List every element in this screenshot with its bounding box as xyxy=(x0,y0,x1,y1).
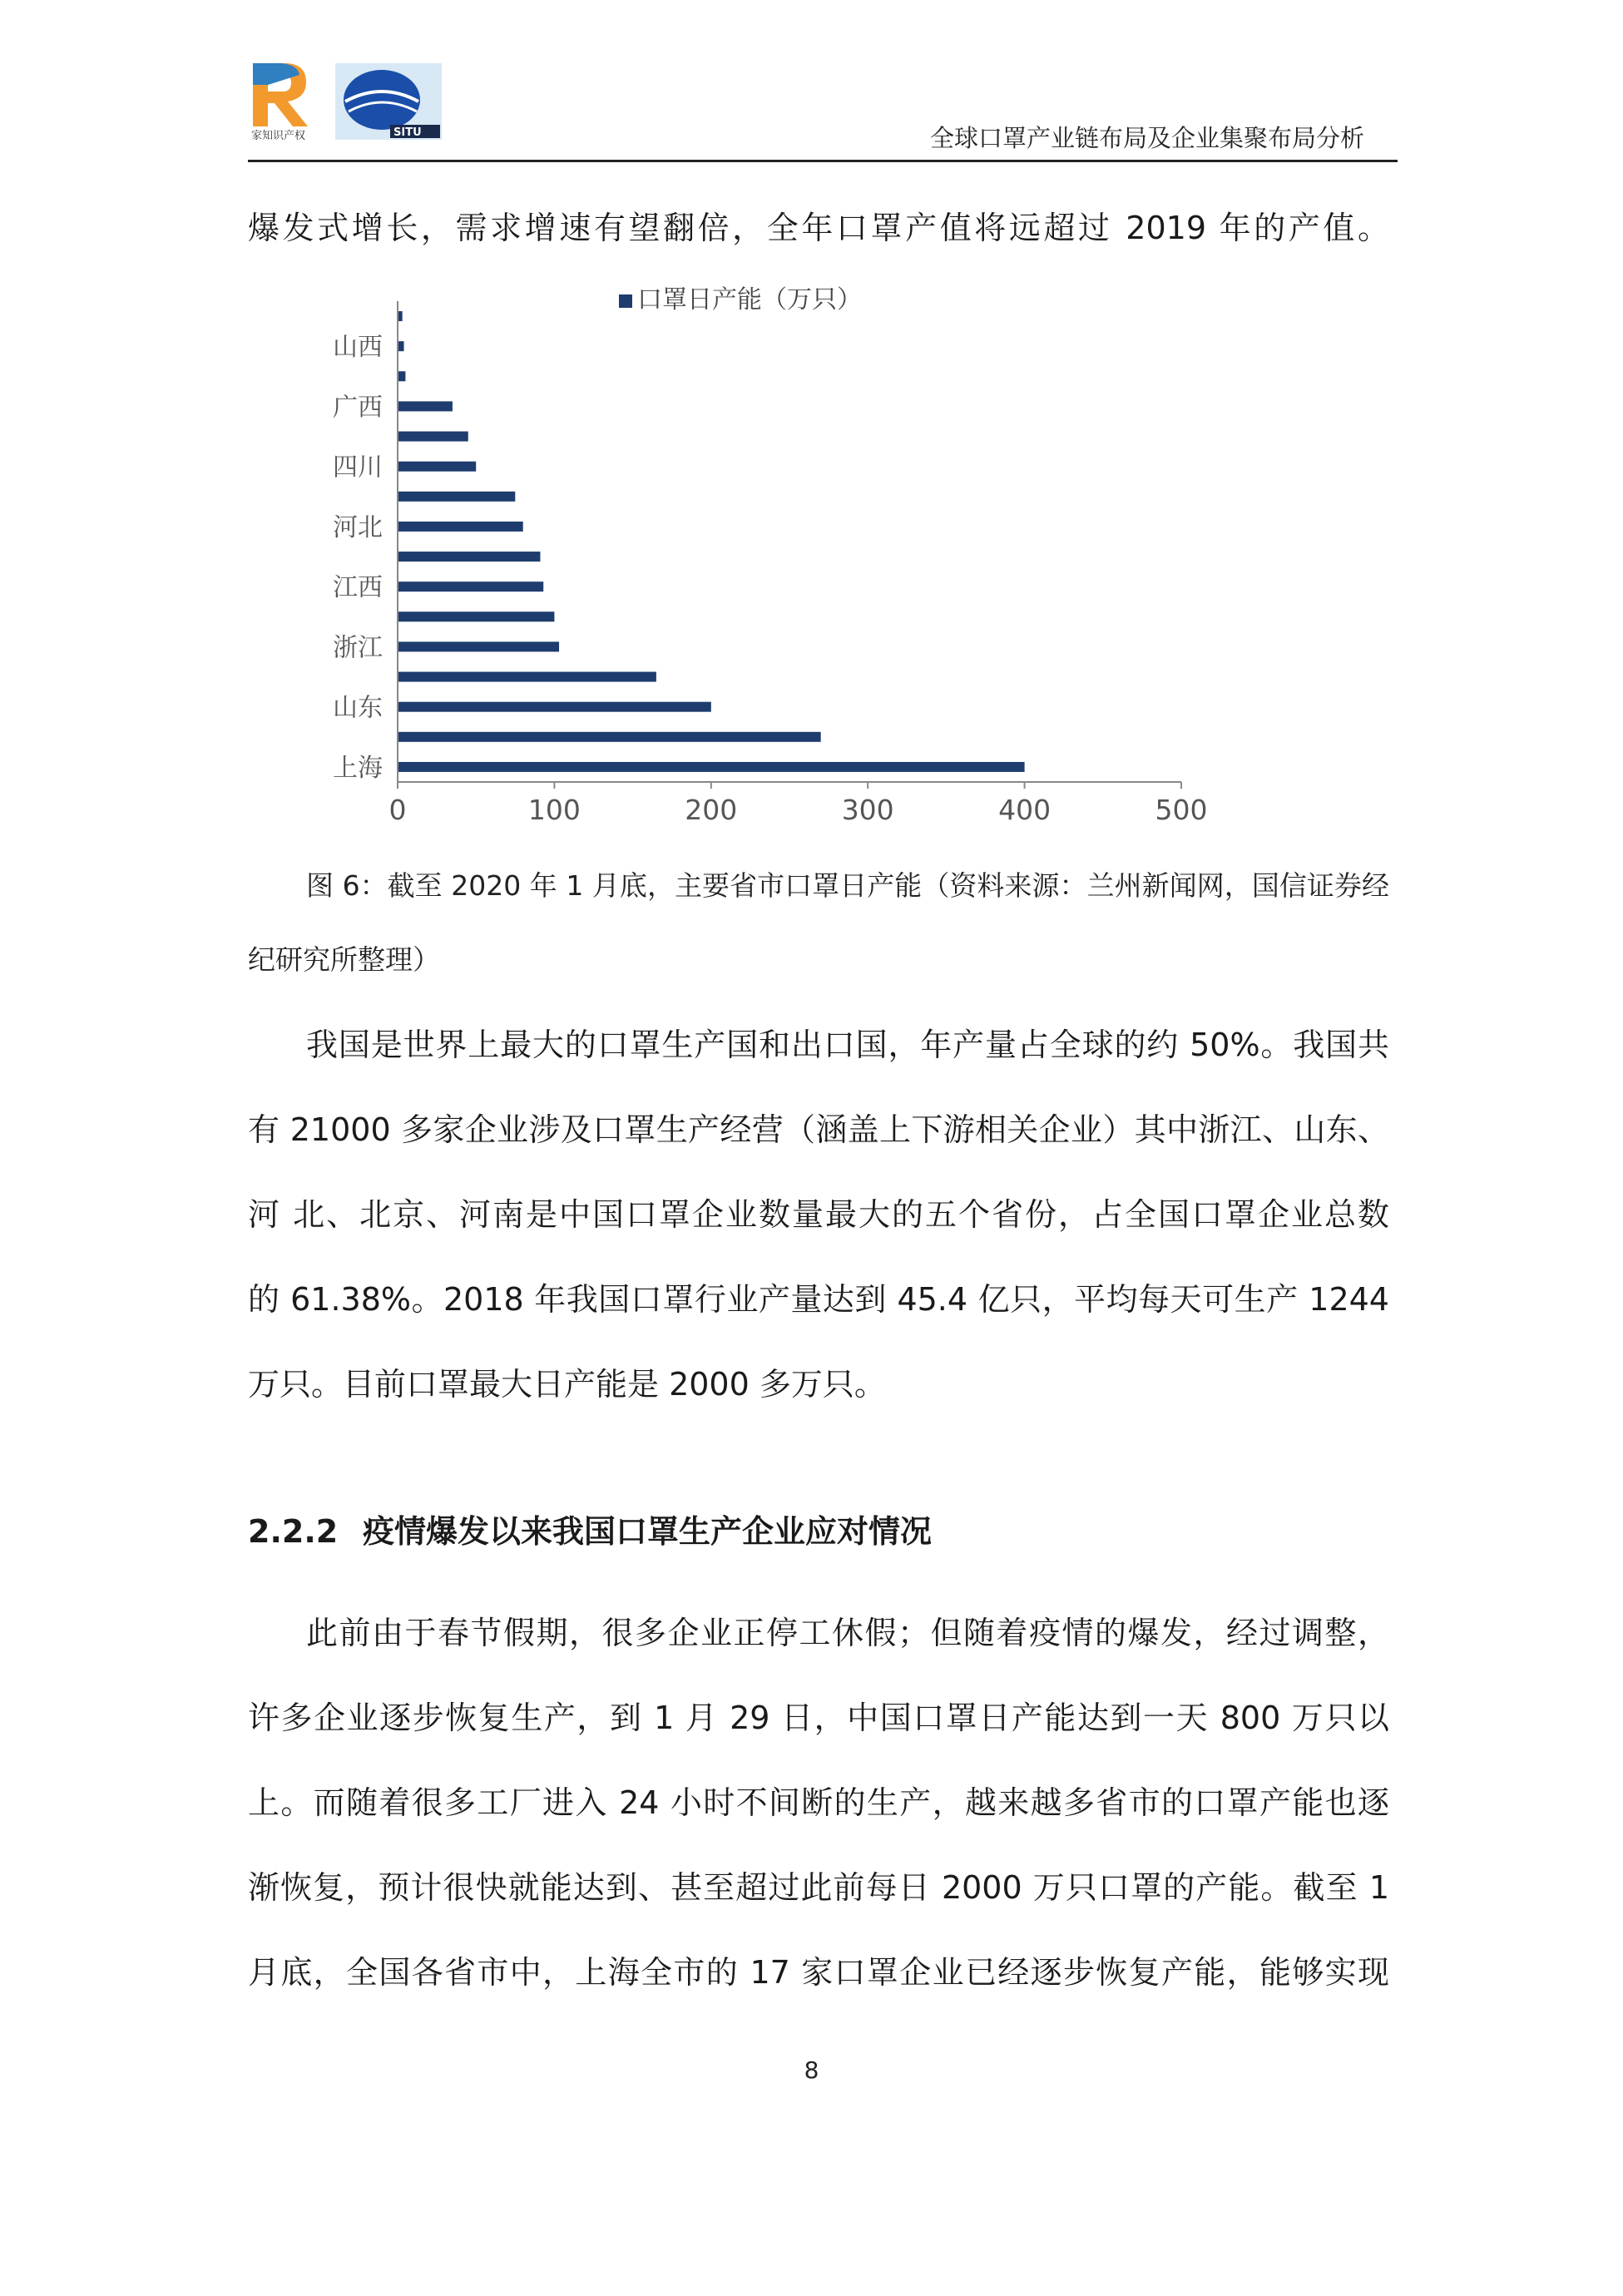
paragraph-line: 我国是世界上最大的口罩生产国和出口国，年产量占全球的约 50%。我国共 xyxy=(306,1027,1389,1063)
bar xyxy=(398,401,453,411)
bar xyxy=(398,732,821,742)
bar xyxy=(398,581,543,591)
legend-swatch xyxy=(619,294,632,308)
paragraph-line: 河 北、北京、河南是中国口罩企业数量最大的五个省份，占全国口罩企业总数 xyxy=(248,1196,1389,1233)
x-tick-label: 200 xyxy=(685,794,738,826)
category-label: 上海 xyxy=(333,753,383,783)
x-tick-label: 0 xyxy=(388,794,407,826)
x-tick-label: 100 xyxy=(527,794,581,826)
legend-label: 口罩日产能（万只） xyxy=(637,285,862,314)
section-title: 疫情爆发以来我国口罩生产企业应对情况 xyxy=(363,1513,933,1550)
bar xyxy=(398,432,468,442)
category-label: 山东 xyxy=(333,693,383,723)
category-label: 河北 xyxy=(333,512,383,542)
category-label: 江西 xyxy=(333,573,383,603)
bar xyxy=(398,611,554,621)
paragraph-line: 万只。目前口罩最大日产能是 2000 多万只。 xyxy=(248,1366,886,1403)
paragraph-line: 此前由于春节假期，很多企业正停工休假；但随着疫情的爆发，经过调整， xyxy=(306,1615,1389,1651)
paragraph-line: 有 21000 多家企业涉及口罩生产经营（涵盖上下游相关企业）其中浙江、山东、 xyxy=(248,1111,1389,1148)
category-label: 山西 xyxy=(333,333,383,363)
r-logo xyxy=(248,60,313,141)
section-heading xyxy=(248,1506,932,1551)
page-number: 8 xyxy=(804,2056,819,2084)
category-label: 广西 xyxy=(333,393,383,423)
category-label: 四川 xyxy=(333,453,383,482)
category-label: 浙江 xyxy=(333,633,383,663)
bar xyxy=(398,672,656,682)
bar xyxy=(398,702,711,712)
intro-line: 爆发式增长，需求增速有望翻倍，全年口罩产值将远超过 2019 年的产值。 xyxy=(248,210,1389,246)
logo-r-text: 家知识产权 xyxy=(251,130,306,141)
bar xyxy=(398,552,540,562)
paragraph-line: 上。而随着很多工厂进入 24 小时不间断的生产，越来越多省市的口罩产能也逐 xyxy=(248,1784,1389,1821)
bar xyxy=(398,492,515,502)
bar xyxy=(398,522,523,532)
x-tick-label: 500 xyxy=(1155,794,1208,826)
capacity-bar-chart xyxy=(299,275,1223,849)
paragraph-line: 渐恢复，预计很快就能达到、甚至超过此前每日 2000 万只口罩的产能。截至 1 xyxy=(248,1869,1389,1906)
figure-caption: 图 6：截至 2020 年 1 月底，主要省市口罩日产能（资料来源：兰州新闻网，国信证券经纪研究所整理） xyxy=(248,869,1389,976)
bar xyxy=(398,341,404,351)
x-tick-label: 400 xyxy=(998,794,1051,826)
logo-globe-text: SITU xyxy=(393,126,422,139)
paragraph-line: 月底，全国各省市中，上海全市的 17 家口罩企业已经逐步恢复产能，能够实现 xyxy=(248,1954,1389,1991)
bar xyxy=(398,462,476,472)
x-tick-label: 300 xyxy=(841,794,894,826)
paragraph-line: 许多企业逐步恢复生产，到 1 月 29 日，中国口罩日产能达到一天 800 万只以 xyxy=(248,1700,1389,1736)
paragraph-line: 的 61.38%。2018 年我国口罩行业产量达到 45.4 亿只，平均每天可生产 1244 xyxy=(248,1281,1389,1318)
header-title: 全球口罩产业链布局及企业集聚布局分析 xyxy=(929,124,1364,152)
bar xyxy=(398,641,559,651)
bar xyxy=(398,762,1025,772)
section-number: 2.2.2 xyxy=(248,1513,339,1550)
globe-logo xyxy=(335,63,442,140)
header-rule xyxy=(248,160,1398,162)
bar xyxy=(398,371,405,381)
page-header xyxy=(248,60,1398,163)
